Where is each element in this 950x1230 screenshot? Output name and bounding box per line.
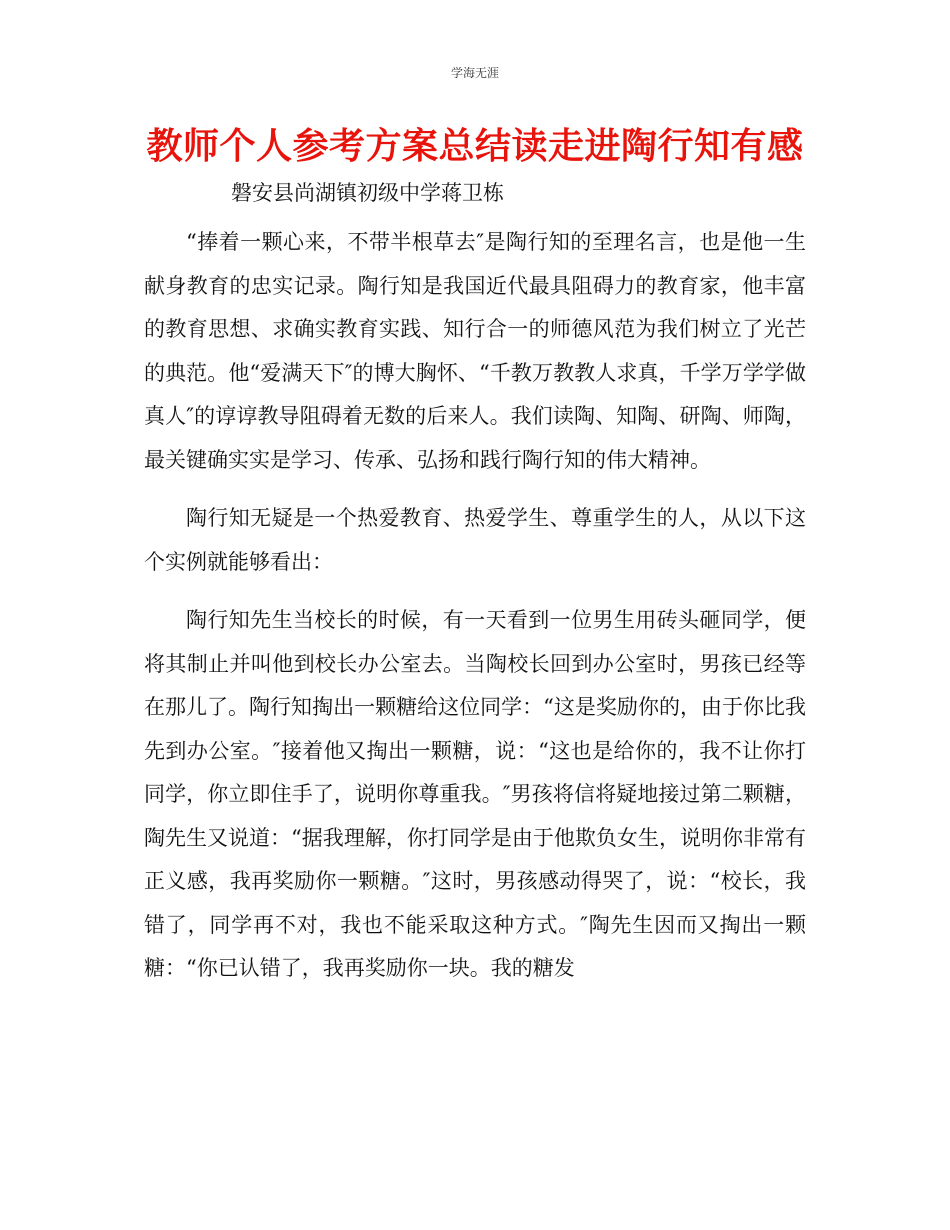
page-header: 学海无涯 <box>450 66 499 80</box>
paragraph: 陶行知无疑是一个热爱教育、热爱学生、尊重学生的人，从以下这个实例就能够看出： <box>144 506 806 574</box>
paragraph: “捧着一颗心来，不带半根草去″是陶行知的至理名言，也是他一生献身教育的忠实记录。陶行知是我国近代最具阻碍力的教育家，他丰富的教育思想、求确实教育实践、知行合一的师德风范为我们树立了光芒的典范。他“爱满天下″的博大胸怀、“千教万教教人求真，千学万学学做真人″的谆谆教导阻碍着无数的后来人。我们读陶、知陶、研陶、师陶，最关键确实实是学习、传承、弘扬和践行陶行知的伟大精神。 <box>144 230 806 472</box>
document-title: 教师个人参考方案总结读走进陶行知有感 <box>146 125 804 167</box>
document-body <box>144 221 806 1006</box>
paragraph: 陶行知先生当校长的时候，有一天看到一位男生用砖头砸同学，便将其制止并叫他到校长办公室去。当陶校长回到办公室时，男孩已经等在那儿了。陶行知掏出一颗糖给这位同学：“这是奖励你的，由于你比我先到办公室。″接着他又掏出一颗糖，说：“这也是给你的，我不让你打同学，你立即住手了，说明你尊重我。″男孩将信将疑地接过第二颗糖，陶先生又说道：“据我理解，你打同学是由于他欺负女生，说明你非常有正义感，我再奖励你一颗糖。″这时，男孩感动得哭了，说：“校长，我错了，同学再不对，我也不能采取这种方式。″陶先生因而又掏出一颗糖：“你已认错了，我再奖励你一块。我的糖发 <box>144 608 806 980</box>
document-author: 磐安县尚湖镇初级中学蒋卫栋 <box>231 181 504 205</box>
